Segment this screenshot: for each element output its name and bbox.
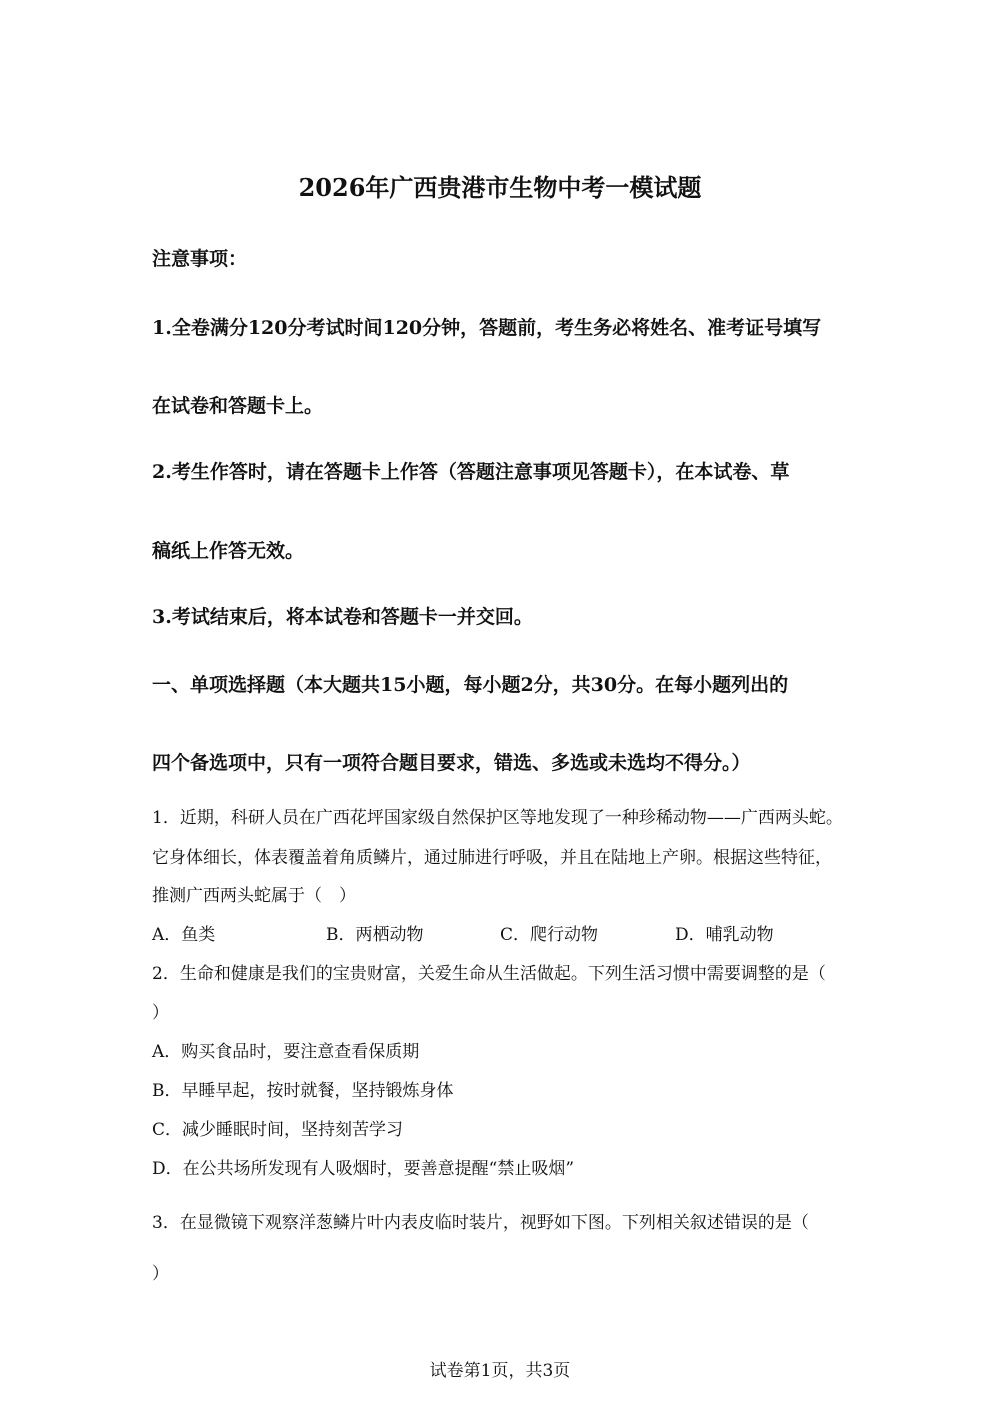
notice-item-3: 3.考试结束后，将本试卷和答题卡一并交回。 xyxy=(152,606,533,628)
question-1-line1: 1．近期，科研人员在广西花坪国家级自然保护区等地发现了一种珍稀动物——广西两头蛇。 xyxy=(152,808,843,828)
page-footer: 试卷第1页，共3页 xyxy=(429,1361,571,1381)
section-heading-line1: 一、单项选择题（本大题共15小题，每小题2分，共30分。在每小题列出的 xyxy=(152,674,789,696)
notice-heading: 注意事项： xyxy=(152,248,248,270)
question-1-line2: 它身体细长，体表覆盖着角质鳞片，通过肺进行呼吸，并且在陆地上产卵。根据这些特征， xyxy=(152,848,832,868)
question-1-line3: 推测广西两头蛇属于（ ） xyxy=(152,886,356,906)
question-2-line2: ） xyxy=(152,1003,169,1023)
notice-item-1-line2: 在试卷和答题卡上。 xyxy=(152,395,324,417)
question-2-option-d: D．在公共场所发现有人吸烟时，要善意提醒“禁止吸烟” xyxy=(152,1159,575,1179)
notice-item-2-line1: 2.考生作答时，请在答题卡上作答（答题注意事项见答题卡），在本试卷、草 xyxy=(152,461,790,483)
question-1-option-d: D．哺乳动物 xyxy=(675,925,774,945)
page-title: 2026年广西贵港市生物中考一模试题 xyxy=(298,173,702,202)
question-1-option-c: C．爬行动物 xyxy=(500,925,599,945)
question-1-option-a: A．鱼类 xyxy=(152,925,216,945)
question-3-line1: 3．在显微镜下观察洋葱鳞片叶内表皮临时装片，视野如下图。下列相关叙述错误的是（ xyxy=(152,1213,809,1233)
section-heading-line2: 四个备选项中，只有一项符合题目要求，错选、多选或未选均不得分。） xyxy=(152,752,751,774)
question-2-option-b: B．早睡早起，按时就餐，坚持锻炼身体 xyxy=(152,1081,454,1101)
notice-item-1-line1: 1.全卷满分120分考试时间120分钟，答题前，考生务必将姓名、准考证号填写 xyxy=(152,317,822,339)
question-2-option-a: A．购买食品时，要注意查看保质期 xyxy=(152,1042,420,1062)
question-3-line2: ） xyxy=(152,1264,169,1284)
question-1-option-b: B．两栖动物 xyxy=(326,925,424,945)
question-2-option-c: C．减少睡眠时间，坚持刻苦学习 xyxy=(152,1120,404,1140)
question-2-line1: 2．生命和健康是我们的宝贵财富，关爱生命从生活做起。下列生活习惯中需要调整的是（ xyxy=(152,964,826,984)
notice-item-2-line2: 稿纸上作答无效。 xyxy=(152,540,305,562)
